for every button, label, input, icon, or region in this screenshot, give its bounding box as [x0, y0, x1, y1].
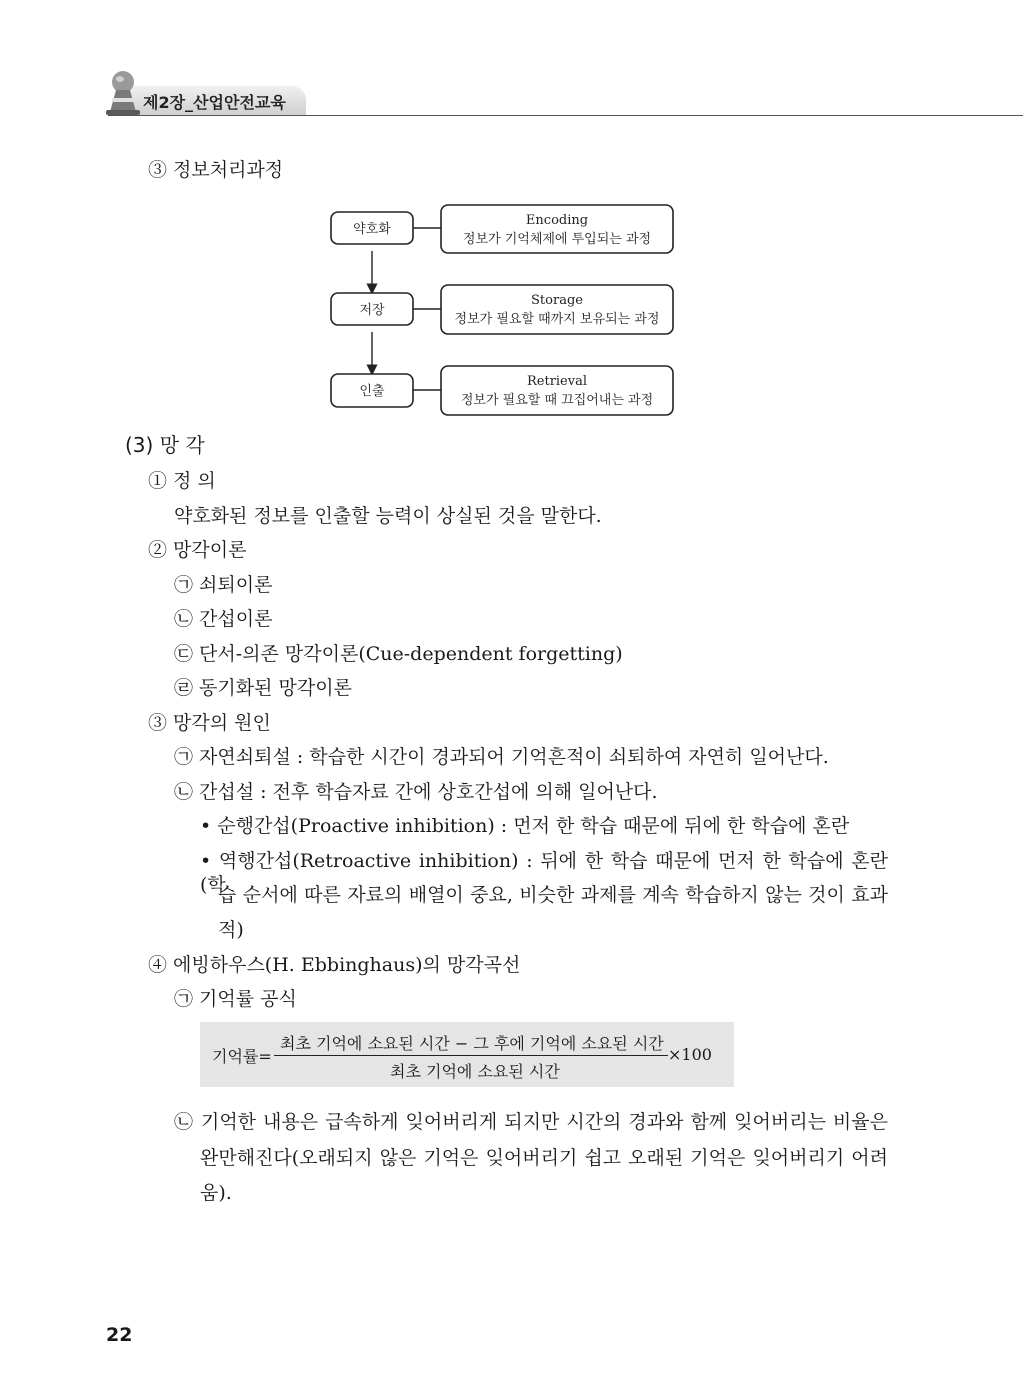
definition-text: 약호화된 정보를 인출할 능력이 상실된 것을 말한다. [174, 505, 602, 527]
process-heading: ③ 정보처리과정 [148, 159, 284, 181]
bullet-retroactive-line: 적) [218, 919, 244, 941]
storage-en: Storage [531, 293, 583, 308]
storage-desc: 정보가 필요할 때까지 보유되는 과정 [454, 312, 660, 327]
theory-item: ㉣ 동기화된 망각이론 [174, 677, 352, 699]
retention-formula-box [200, 1022, 734, 1087]
retrieval-en: Retrieval [526, 374, 588, 389]
formula-lhs: 기억률= [212, 1047, 272, 1066]
curve-text-line: 완만해진다(오래되지 않은 기억은 잊어버리기 쉽고 오래된 기억은 잊어버리기 어려 [200, 1147, 888, 1169]
formula-fraction-bar [274, 1055, 668, 1056]
stage-retrieval-name: 인출 [359, 384, 385, 399]
cause-interference: ㉡ 간섭설 : 전후 학습자료 간에 상호간섭에 의해 일어난다. [174, 781, 658, 803]
formula-heading: ㉠ 기억률 공식 [174, 988, 297, 1010]
theory-heading: ② 망각이론 [148, 539, 247, 561]
header-rule [108, 115, 1023, 116]
page-number: 22 [106, 1324, 133, 1346]
bullet-retroactive-line: 습 순서에 따른 자료의 배열이 중요, 비슷한 과제를 계속 학습하지 않는 것이 효과 [218, 884, 888, 906]
information-process-diagram [320, 196, 680, 420]
theory-item: ㉢ 단서-의존 망각이론(Cue-dependent forgetting) [174, 643, 623, 665]
encoding-en: Encoding [525, 213, 589, 228]
chapter-title: 제2장_산업안전교육 [143, 93, 286, 112]
theory-item: ㉠ 쇠퇴이론 [174, 574, 273, 596]
cause-decay: ㉠ 자연쇠퇴설 : 학습한 시간이 경과되어 기억흔적이 쇠퇴하여 자연히 일어난다. [174, 746, 829, 768]
theory-item: ㉡ 간섭이론 [174, 608, 273, 630]
forgetting-heading: (3) 망 각 [125, 433, 205, 457]
retrieval-desc: 정보가 필요할 때 끄집어내는 과정 [460, 393, 654, 408]
formula-numerator: 최초 기억에 소요된 시간 − 그 후에 기억에 소요된 시간 [280, 1034, 664, 1053]
stage-storage-name: 저장 [359, 303, 385, 318]
curve-text-line: 움). [200, 1182, 232, 1204]
curve-text-line: ㉡ 기억한 내용은 급속하게 잊어버리게 되지만 시간의 경과와 함께 잊어버리는 비율은 [174, 1111, 888, 1133]
bullet-retroactive-line: • 역행간섭(Retroactive inhibition) : 뒤에 한 학습 때문에 먼저 한 학습에 혼란(학 [200, 850, 888, 896]
traffic-cone-icon [104, 70, 142, 116]
bullet-proactive: • 순행간섭(Proactive inhibition) : 먼저 한 학습 때문에 뒤에 한 학습에 혼란 [200, 815, 850, 837]
definition-heading: ① 정 의 [148, 470, 216, 492]
encoding-desc: 정보가 기억체제에 투입되는 과정 [462, 232, 652, 247]
causes-heading: ③ 망각의 원인 [148, 712, 271, 734]
ebbinghaus-heading: ④ 에빙하우스(H. Ebbinghaus)의 망각곡선 [148, 954, 521, 976]
formula-multiplier: ×100 [668, 1045, 712, 1064]
stage-encoding-name: 약호화 [353, 222, 391, 237]
formula-denominator: 최초 기억에 소요된 시간 [390, 1062, 560, 1081]
